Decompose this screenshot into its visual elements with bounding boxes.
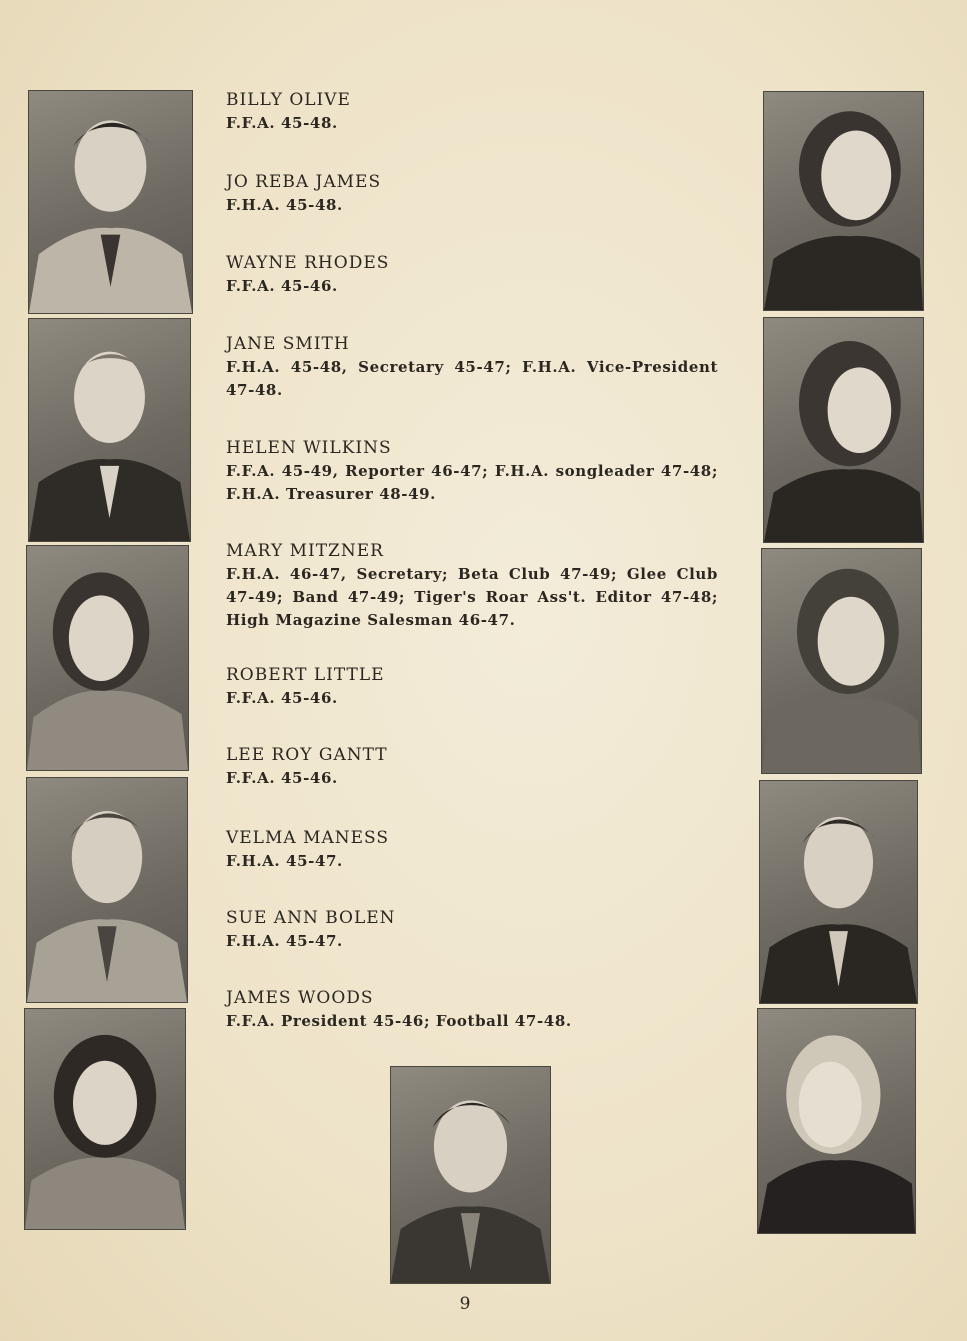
student-entry: [226, 171, 718, 217]
student-name: BILLY OLIVE: [226, 90, 351, 110]
student-activities: F.H.A. 45-48, Secretary 45-47; F.H.A. Vice-President 47-48.: [226, 358, 718, 399]
portrait-photo-billy-olive: [28, 90, 193, 314]
student-entry: [226, 987, 718, 1033]
student-activities: F.H.A. 45-47.: [226, 852, 343, 870]
student-activities: F.F.A. 45-48.: [226, 114, 338, 132]
portrait-photo-helen-wilkins: [26, 545, 189, 771]
student-activities: F.F.A. 45-46.: [226, 277, 338, 295]
student-name: MARY MITZNER: [226, 541, 384, 561]
portrait-photo-lee-roy-gantt: [759, 780, 918, 1004]
student-entry: [226, 252, 718, 298]
student-entry: [226, 664, 718, 710]
student-entry: [226, 540, 718, 632]
portrait-photo-sue-ann-bolen: [757, 1008, 916, 1234]
student-name: JO REBA JAMES: [226, 172, 382, 192]
student-activities: F.H.A. 45-48.: [226, 196, 343, 214]
student-entry: [226, 333, 718, 402]
portrait-photo-james-woods: [390, 1066, 551, 1284]
portrait-photo-mary-mitzner: [761, 548, 922, 774]
student-entry: [226, 827, 718, 873]
student-name: HELEN WILKINS: [226, 438, 392, 458]
student-activities: F.F.A. 45-49, Reporter 46-47; F.H.A. songleader 47-48; F.H.A. Treasurer 48-49.: [226, 462, 718, 503]
student-name: SUE ANN BOLEN: [226, 908, 396, 928]
student-activities: F.H.A. 45-47.: [226, 932, 343, 950]
portrait-photo-robert-little: [26, 777, 188, 1003]
student-entry: [226, 907, 718, 953]
portrait-photo-jo-reba-james: [763, 91, 924, 311]
student-entry: [226, 744, 718, 790]
student-name: LEE ROY GANTT: [226, 745, 388, 765]
student-name: ROBERT LITTLE: [226, 665, 385, 685]
page-number: 9: [459, 1294, 471, 1314]
student-name: VELMA MANESS: [226, 828, 390, 848]
student-name: JANE SMITH: [226, 334, 350, 354]
student-activities: F.F.A. 45-46.: [226, 769, 338, 787]
student-activities: F.H.A. 46-47, Secretary; Beta Club 47-49; Glee Club 47-49; Band 47-49; Tiger's Roar Ass't. Editor 47-48; High Magazine Salesman 46-47.: [226, 565, 718, 629]
portrait-photo-wayne-rhodes: [28, 318, 191, 542]
student-activities: F.F.A. President 45-46; Football 47-48.: [226, 1012, 572, 1030]
student-entry: [226, 89, 718, 135]
student-entry: [226, 437, 718, 506]
portrait-photo-jane-smith: [763, 317, 924, 543]
student-name: WAYNE RHODES: [226, 253, 390, 273]
student-name: JAMES WOODS: [226, 988, 374, 1008]
portrait-photo-velma-maness: [24, 1008, 186, 1230]
student-activities: F.F.A. 45-46.: [226, 689, 338, 707]
